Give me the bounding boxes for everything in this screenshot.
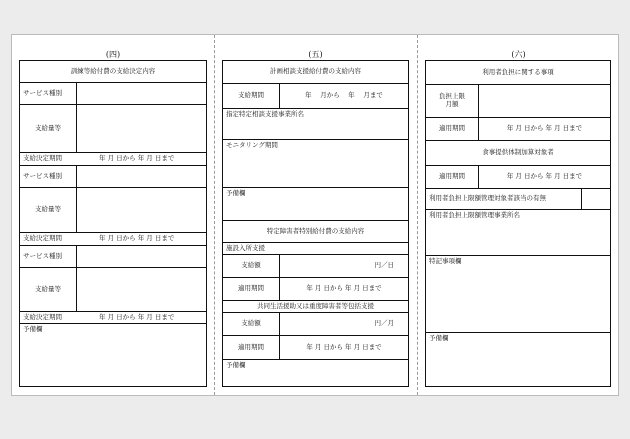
special-benefit-header: 特定障害者特別給付費の支給内容 [266,226,365,235]
service-type-label: サービス種別 [23,88,62,97]
remarks-field: 予備欄 [429,334,449,342]
burden-limit-line2: 月額 [445,100,459,108]
period-label: 支給決定期間 [23,312,62,321]
benefit-certificate-sheet [11,34,619,396]
applicable-period-value: 年 月 日から 年 月 日まで [306,342,382,351]
group-home-label: 共同生活援助又は重度障害者等包括支援 [257,301,374,310]
plan-consultation-table [222,60,409,387]
applicable-period-value: 年 月 日から 年 月 日まで [506,172,583,181]
management-eligible-label: 利用者負担上限額管理対象者該当の有無 [429,194,546,203]
pay-amount-label: 支給額 [241,319,261,328]
remarks-field: 予備欄 [23,325,43,333]
special-notes-field: 特記事項欄 [429,257,462,265]
pay-period-label: 支給期間 [238,91,264,100]
panel-five [214,35,417,397]
management-office-field: 利用者負担上限額管理事業所名 [429,211,520,219]
designated-office-field: 指定特定相談支援事業所名 [226,110,304,118]
user-burden-table [425,60,611,387]
plan-consultation-header: 計画相談支援給付費の支給内容 [270,67,361,76]
per-day-unit: 円／日 [374,261,394,270]
panel-six-title: (六) [511,50,526,59]
period-value: 年 月 日から 年 月 日まで [99,312,175,321]
period-value: 年 月 日から 年 月 日まで [99,234,175,243]
applicable-period-value: 年 月 日から 年 月 日まで [306,284,382,293]
service-type-label: サービス種別 [23,171,62,180]
panel-six [417,35,620,397]
remarks-field: 予備欄 [226,189,246,197]
applicable-period-label: 適用期間 [439,124,465,133]
amount-label: 支給量等 [35,284,61,293]
pay-amount-label: 支給額 [241,261,261,270]
period-label: 支給決定期間 [23,234,62,243]
training-benefit-table [19,60,207,387]
applicable-period-value: 年 月 日から 年 月 日まで [506,124,583,133]
applicable-period-label: 適用期間 [238,284,264,293]
burden-limit-line1: 負担上限 [439,92,465,101]
per-month-unit: 円／月 [374,319,394,328]
meal-provision-header: 食事提供体制加算対象者 [482,148,554,157]
panel-four-title: (四) [105,50,121,59]
training-benefit-header: 訓練等給付費の支給決定内容 [70,66,156,75]
service-type-value [77,83,206,104]
applicable-period-label: 適用期間 [238,342,264,351]
service-type-label: サービス種別 [23,251,62,260]
panel-four [12,35,214,397]
panel-five-title: (五) [308,50,323,59]
amount-label: 支給量等 [35,205,61,214]
period-label: 支給決定期間 [23,154,62,163]
burden-limit-label [426,85,478,117]
period-value: 年 月 日から 年 月 日まで [99,154,175,163]
applicable-period-label: 適用期間 [439,172,465,181]
user-burden-header: 利用者負担に関する事項 [482,67,554,76]
monitoring-period-field: モニタリング期間 [226,141,278,149]
pay-period-value: 年 月から 年 月まで [305,91,383,100]
amount-value [77,105,206,152]
facility-support-label: 施設入所支援 [226,243,265,252]
remarks-field: 予備欄 [226,361,246,369]
amount-label: 支給量等 [35,123,61,132]
